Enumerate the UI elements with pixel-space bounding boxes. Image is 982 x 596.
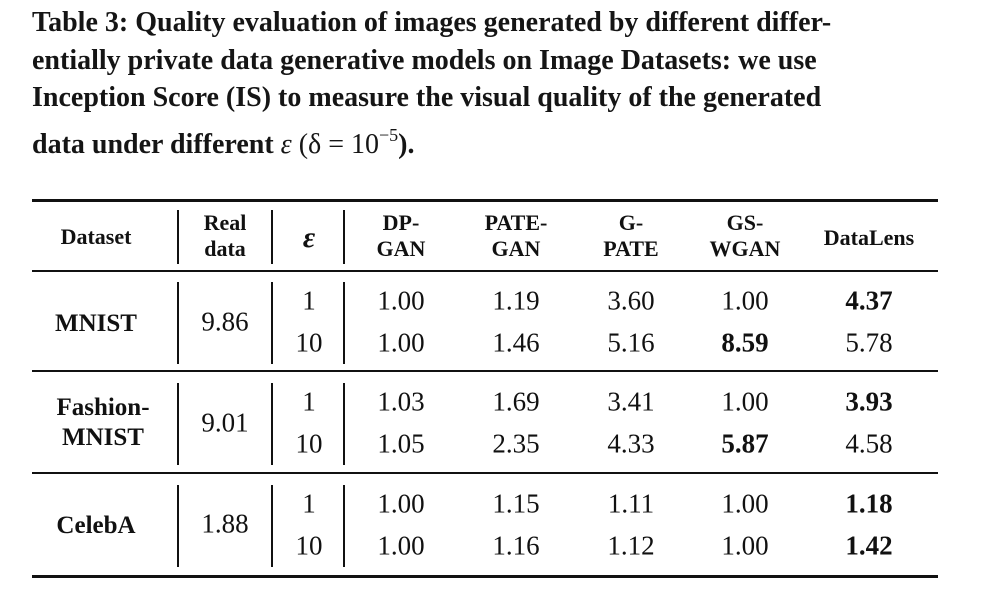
table-group-separator-2 <box>32 472 938 474</box>
real-mnist: 9.86 <box>201 306 249 337</box>
datalens-fashion-1: 3.93 <box>845 386 893 417</box>
pategan-fashion-1: 1.69 <box>492 386 540 417</box>
vrule-mnist-3 <box>343 282 345 364</box>
pategan-mnist-1: 1.19 <box>492 285 540 316</box>
gswgan-celeba-10: 1.00 <box>721 530 769 561</box>
gpate-mnist-10: 5.16 <box>607 327 655 358</box>
table-group-separator-1 <box>32 370 938 372</box>
header-dataset: Dataset <box>60 224 132 249</box>
dpgan-fashion-1: 1.03 <box>377 386 425 417</box>
vrule-mnist-2 <box>271 282 273 364</box>
caption-line-4-post: ). <box>398 128 415 160</box>
dpgan-mnist-10: 1.00 <box>377 327 425 358</box>
dpgan-celeba-1: 1.00 <box>377 488 425 519</box>
caption-line-3: Inception Score (IS) to measure the visual quality of the generated <box>32 82 822 113</box>
pategan-celeba-1: 1.15 <box>492 488 540 519</box>
pategan-mnist-10: 1.46 <box>492 327 540 358</box>
dataset-fashion-line2: MNIST <box>62 424 144 451</box>
gswgan-mnist-10: 8.59 <box>721 327 769 358</box>
gpate-mnist-1: 3.60 <box>607 285 655 316</box>
header-real-line1: Real <box>203 210 247 235</box>
caption-exponent: −5 <box>379 124 399 145</box>
vrule-fashion-3 <box>343 383 345 465</box>
real-celeba: 1.88 <box>201 508 249 539</box>
header-pate-gan <box>461 210 571 262</box>
header-pategan-line1: PATE- <box>484 210 548 235</box>
vrule-celeba-3 <box>343 485 345 567</box>
header-dp-gan <box>346 210 456 262</box>
header-real-data <box>170 210 280 262</box>
dataset-fashion-line1: Fashion- <box>56 394 150 421</box>
gpate-fashion-1: 3.41 <box>607 386 655 417</box>
table-caption <box>32 4 962 163</box>
vrule-fashion-1 <box>177 383 179 465</box>
header-gpate-line2: PATE <box>603 236 659 261</box>
header-g-pate <box>576 210 686 262</box>
table-bottom-rule <box>32 575 938 578</box>
dataset-fashion-mnist <box>56 393 149 453</box>
datalens-celeba-1: 1.18 <box>845 488 893 519</box>
real-fashion-mnist: 9.01 <box>201 407 249 438</box>
caption-label: Table 3: <box>32 7 129 38</box>
vrule-mnist-1 <box>177 282 179 364</box>
eps-celeba-1: 1 <box>302 488 316 519</box>
gswgan-fashion-1: 1.00 <box>721 386 769 417</box>
datalens-fashion-10: 4.58 <box>845 428 893 459</box>
dpgan-celeba-10: 1.00 <box>377 530 425 561</box>
datalens-mnist-10: 5.78 <box>845 327 893 358</box>
table-top-rule <box>32 199 938 202</box>
vrule-celeba-1 <box>177 485 179 567</box>
header-gpate-line1: G- <box>618 210 644 235</box>
dataset-celeba: CelebA <box>56 512 136 539</box>
eps-fashion-10: 10 <box>295 428 323 459</box>
header-epsilon: ε <box>302 221 316 254</box>
caption-line-2: entially private data generative models on Image Datasets: we use <box>32 44 817 76</box>
header-dpgan-line2: GAN <box>376 236 426 261</box>
vrule-fashion-2 <box>271 383 273 465</box>
header-datalens: DataLens <box>823 225 915 250</box>
caption-epsilon: ε <box>280 128 292 160</box>
caption-line-1: Quality evaluation of images generated by different differ- <box>128 7 832 38</box>
pategan-celeba-10: 1.16 <box>492 530 540 561</box>
vrule-header-3 <box>343 210 345 264</box>
gpate-celeba-10: 1.12 <box>607 530 655 561</box>
eps-mnist-1: 1 <box>302 285 316 316</box>
gswgan-mnist-1: 1.00 <box>721 285 769 316</box>
datalens-mnist-1: 4.37 <box>845 285 893 316</box>
dpgan-mnist-1: 1.00 <box>377 285 425 316</box>
datalens-celeba-10: 1.42 <box>845 530 893 561</box>
gpate-celeba-1: 1.11 <box>607 488 655 519</box>
header-gswgan-line1: GS- <box>726 210 764 235</box>
dataset-mnist: MNIST <box>55 310 137 337</box>
gpate-fashion-10: 4.33 <box>607 428 655 459</box>
caption-delta: (δ = 10 <box>291 128 379 160</box>
pategan-fashion-10: 2.35 <box>492 428 540 459</box>
header-dpgan-line1: DP- <box>382 210 420 235</box>
eps-mnist-10: 10 <box>295 327 323 358</box>
header-pategan-line2: GAN <box>491 236 541 261</box>
header-gs-wgan <box>690 210 800 262</box>
gswgan-fashion-10: 5.87 <box>721 428 769 459</box>
vrule-celeba-2 <box>271 485 273 567</box>
eps-celeba-10: 10 <box>295 530 323 561</box>
eps-fashion-1: 1 <box>302 386 316 417</box>
caption-line-4-pre: data under different <box>32 128 281 160</box>
dpgan-fashion-10: 1.05 <box>377 428 425 459</box>
gswgan-celeba-1: 1.00 <box>721 488 769 519</box>
table-header-rule <box>32 270 938 272</box>
header-real-line2: data <box>204 236 246 261</box>
header-gswgan-line2: WGAN <box>709 236 781 261</box>
